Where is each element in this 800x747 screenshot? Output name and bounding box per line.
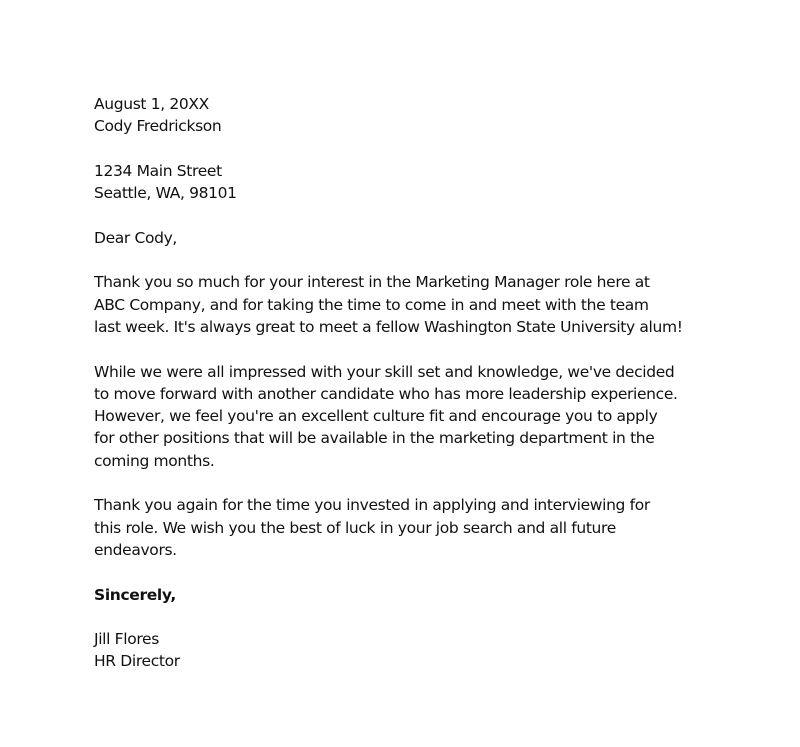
rejection-letter — [94, 93, 714, 673]
recipient-address-line2: Seattle, WA, 98101 — [94, 184, 237, 203]
paragraph-closing-wishes — [94, 494, 714, 561]
paragraph-line: last week. It's always great to meet a fellow Washington State University alum! — [94, 317, 683, 336]
spacer — [94, 606, 714, 628]
spacer — [94, 561, 714, 583]
spacer — [94, 204, 714, 226]
closing: Sincerely, — [94, 585, 176, 604]
paragraph-line: to move forward with another candidate who has more leadership experience. — [94, 384, 678, 403]
paragraph-line: for other positions that will be available in the marketing department in the — [94, 429, 655, 448]
paragraph-line: While we were all impressed with your skill set and knowledge, we've decided — [94, 362, 675, 381]
recipient-name: Cody Fredrickson — [94, 117, 222, 136]
recipient-address-line1: 1234 Main Street — [94, 161, 222, 180]
paragraph-line: However, we feel you're an excellent culture fit and encourage you to apply — [94, 407, 658, 426]
spacer — [94, 472, 714, 494]
paragraph-line: ABC Company, and for taking the time to come in and meet with the team — [94, 295, 649, 314]
paragraph-line: Thank you again for the time you invested in applying and interviewing for — [94, 496, 650, 515]
salutation: Dear Cody, — [94, 228, 178, 247]
spacer — [94, 338, 714, 360]
spacer — [94, 138, 714, 160]
signature-title: HR Director — [94, 652, 180, 671]
paragraph-line: Thank you so much for your interest in the Marketing Manager role here at — [94, 273, 650, 292]
spacer — [94, 249, 714, 271]
paragraph-decision — [94, 361, 714, 472]
letter-date: August 1, 20XX — [94, 95, 209, 113]
signature-name: Jill Flores — [94, 630, 159, 649]
paragraph-thank-you — [94, 271, 714, 338]
paragraph-line: endeavors. — [94, 540, 177, 559]
paragraph-line: this role. We wish you the best of luck in your job search and all future — [94, 518, 616, 537]
paragraph-line: coming months. — [94, 451, 215, 470]
